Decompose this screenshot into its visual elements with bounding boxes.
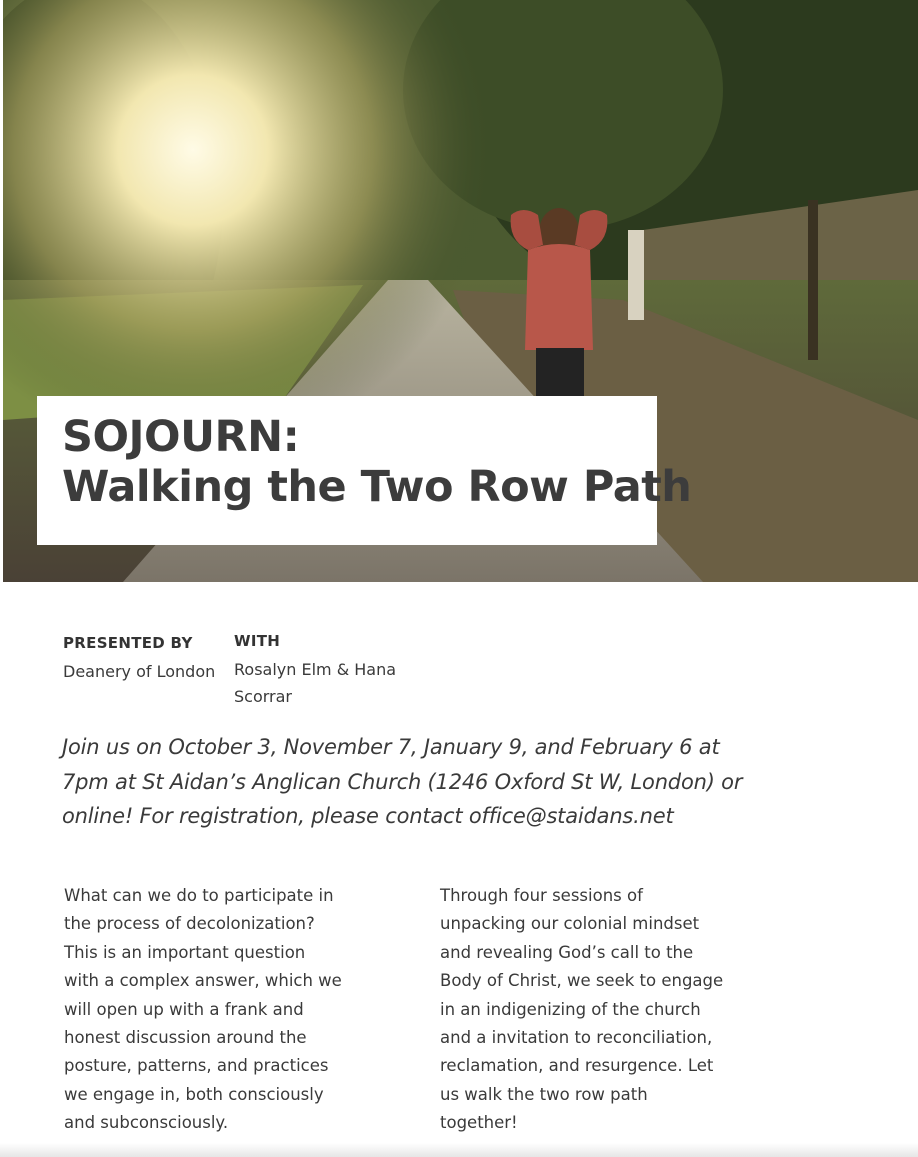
left-line: posture, patterns, and practices xyxy=(64,1056,329,1076)
right-line: unpacking our colonial mindset xyxy=(440,914,700,934)
title-box xyxy=(37,396,692,545)
right-column xyxy=(440,882,740,1138)
left-line: will open up with a frank and xyxy=(64,999,304,1019)
invite-line-3: online! For registration, please contact office@staidans.net xyxy=(62,804,674,828)
left-line: with a complex answer, which we xyxy=(64,971,342,991)
left-line: the process of decolonization? xyxy=(64,914,315,934)
title-line-1: SOJOURN: xyxy=(62,412,300,462)
bottom-shadow xyxy=(0,1143,918,1157)
presented-by-value: Deanery of London xyxy=(63,662,216,681)
right-line: us walk the two row path xyxy=(440,1084,648,1104)
invite-text xyxy=(62,730,762,834)
left-column xyxy=(64,882,364,1138)
right-line: Body of Christ, we seek to engage xyxy=(440,971,724,991)
right-line: in an indigenizing of the church xyxy=(440,999,701,1019)
right-line: together! xyxy=(440,1113,518,1133)
left-line: What can we do to participate in xyxy=(64,886,334,905)
left-line: honest discussion around the xyxy=(64,1028,307,1048)
left-line: we engage in, both consciously xyxy=(64,1084,324,1104)
with-value-line-2: Scorrar xyxy=(234,687,292,706)
presented-by-label: PRESENTED BY xyxy=(63,634,193,652)
with-value-line-1: Rosalyn Elm & Hana xyxy=(234,660,397,679)
right-line: reclamation, and resurgence. Let xyxy=(440,1056,714,1076)
title-line-2: Walking the Two Row Path xyxy=(62,462,692,512)
left-line: This is an important question xyxy=(64,942,306,962)
invite-line-1: Join us on October 3, November 7, January 9, and February 6 at xyxy=(62,735,720,759)
right-line: and revealing God’s call to the xyxy=(440,942,694,962)
right-line: Through four sessions of xyxy=(440,886,643,905)
left-line: and subconsciously. xyxy=(64,1113,229,1133)
invite-line-2: 7pm at St Aidan’s Anglican Church (1246 Oxford St W, London) or xyxy=(62,769,743,794)
right-line: and a invitation to reconciliation, xyxy=(440,1028,713,1048)
with-label: WITH xyxy=(234,632,281,650)
